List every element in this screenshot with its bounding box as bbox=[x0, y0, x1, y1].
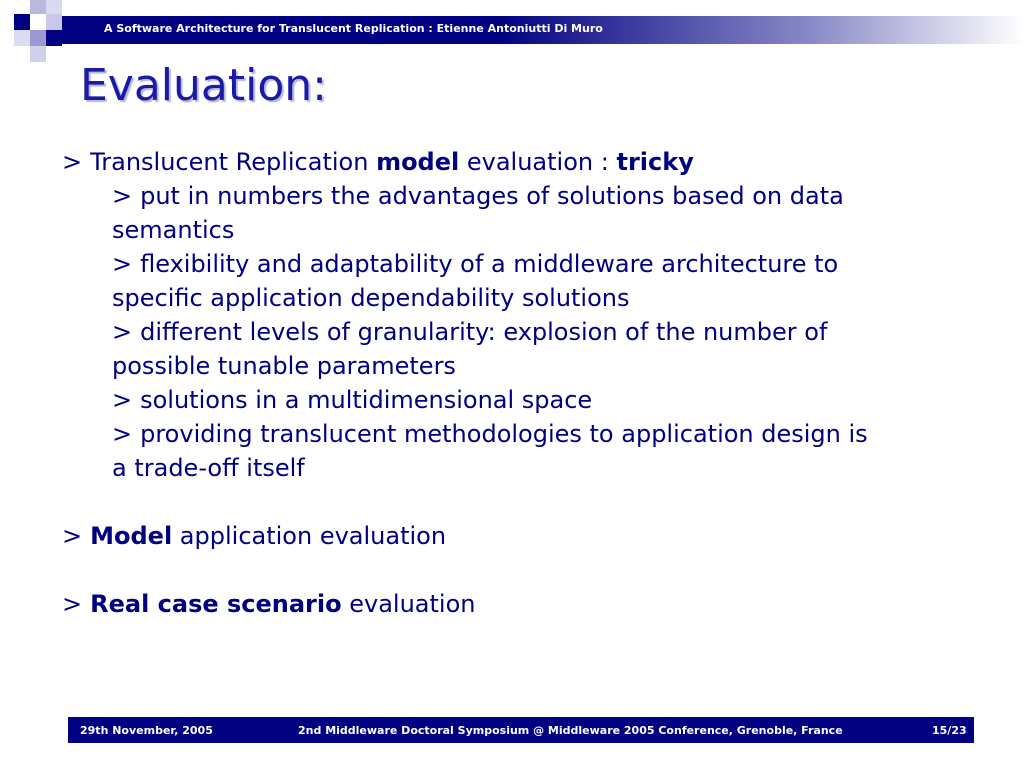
bullet-text: evaluation : bbox=[459, 148, 617, 176]
sub-bullet-continuation: specific application dependability solutions bbox=[112, 284, 630, 312]
sub-bullet-item bbox=[62, 247, 922, 281]
sub-bullet-continuation: semantics bbox=[112, 216, 235, 244]
bullet-marker: > bbox=[112, 318, 133, 346]
footer-event: 2nd Middleware Doctoral Symposium @ Middleware 2005 Conference, Grenoble, France bbox=[298, 724, 843, 737]
bullet-marker: > bbox=[62, 590, 83, 618]
bullet-item bbox=[62, 145, 922, 179]
footer-page-number: 15/23 bbox=[932, 724, 967, 737]
deco-square bbox=[30, 30, 46, 46]
sub-bullet-continuation: possible tunable parameters bbox=[112, 352, 456, 380]
slide-title: Evaluation: bbox=[80, 60, 327, 111]
bullet-marker: > bbox=[112, 250, 133, 278]
bullet-text: Translucent Replication bbox=[90, 148, 377, 176]
footer-date: 29th November, 2005 bbox=[80, 724, 213, 737]
deco-square bbox=[14, 30, 30, 46]
deco-square bbox=[30, 0, 46, 14]
bullet-bold: tricky bbox=[616, 148, 694, 176]
bullet-item bbox=[62, 587, 922, 621]
bullet-bold: Real case scenario bbox=[90, 590, 342, 618]
sub-bullet-item bbox=[62, 417, 922, 451]
sub-bullet-text: providing translucent methodologies to application design is bbox=[140, 420, 868, 448]
sub-bullet-text: solutions in a multidimensional space bbox=[140, 386, 593, 414]
bullet-marker: > bbox=[62, 148, 83, 176]
sub-bullet-item bbox=[62, 315, 922, 349]
deco-square bbox=[30, 46, 46, 62]
sub-bullet-text: flexibility and adaptability of a middleware architecture to bbox=[140, 250, 839, 278]
bullet-text: evaluation bbox=[341, 590, 476, 618]
deco-square bbox=[46, 14, 62, 30]
bullet-bold: Model bbox=[90, 522, 173, 550]
spacer bbox=[62, 485, 922, 519]
bullet-marker: > bbox=[112, 420, 133, 448]
bullet-text: application evaluation bbox=[172, 522, 447, 550]
sub-bullet-continuation: a trade-off itself bbox=[112, 454, 305, 482]
sub-bullet-text: different levels of granularity: explosion of the number of bbox=[140, 318, 828, 346]
sub-bullet-text: put in numbers the advantages of solutions based on data bbox=[140, 182, 844, 210]
deco-square bbox=[14, 14, 30, 30]
sub-bullet-item bbox=[62, 179, 922, 213]
sub-bullet-item bbox=[62, 383, 922, 417]
deco-square bbox=[46, 30, 62, 46]
deco-square bbox=[46, 0, 62, 14]
slide-body bbox=[62, 145, 922, 621]
bullet-item bbox=[62, 519, 922, 553]
spacer bbox=[62, 553, 922, 587]
bullet-marker: > bbox=[112, 386, 133, 414]
header-text: A Software Architecture for Translucent Replication : Etienne Antoniutti Di Muro bbox=[104, 22, 603, 35]
bullet-marker: > bbox=[112, 182, 133, 210]
bullet-marker: > bbox=[62, 522, 83, 550]
bullet-bold: model bbox=[376, 148, 460, 176]
